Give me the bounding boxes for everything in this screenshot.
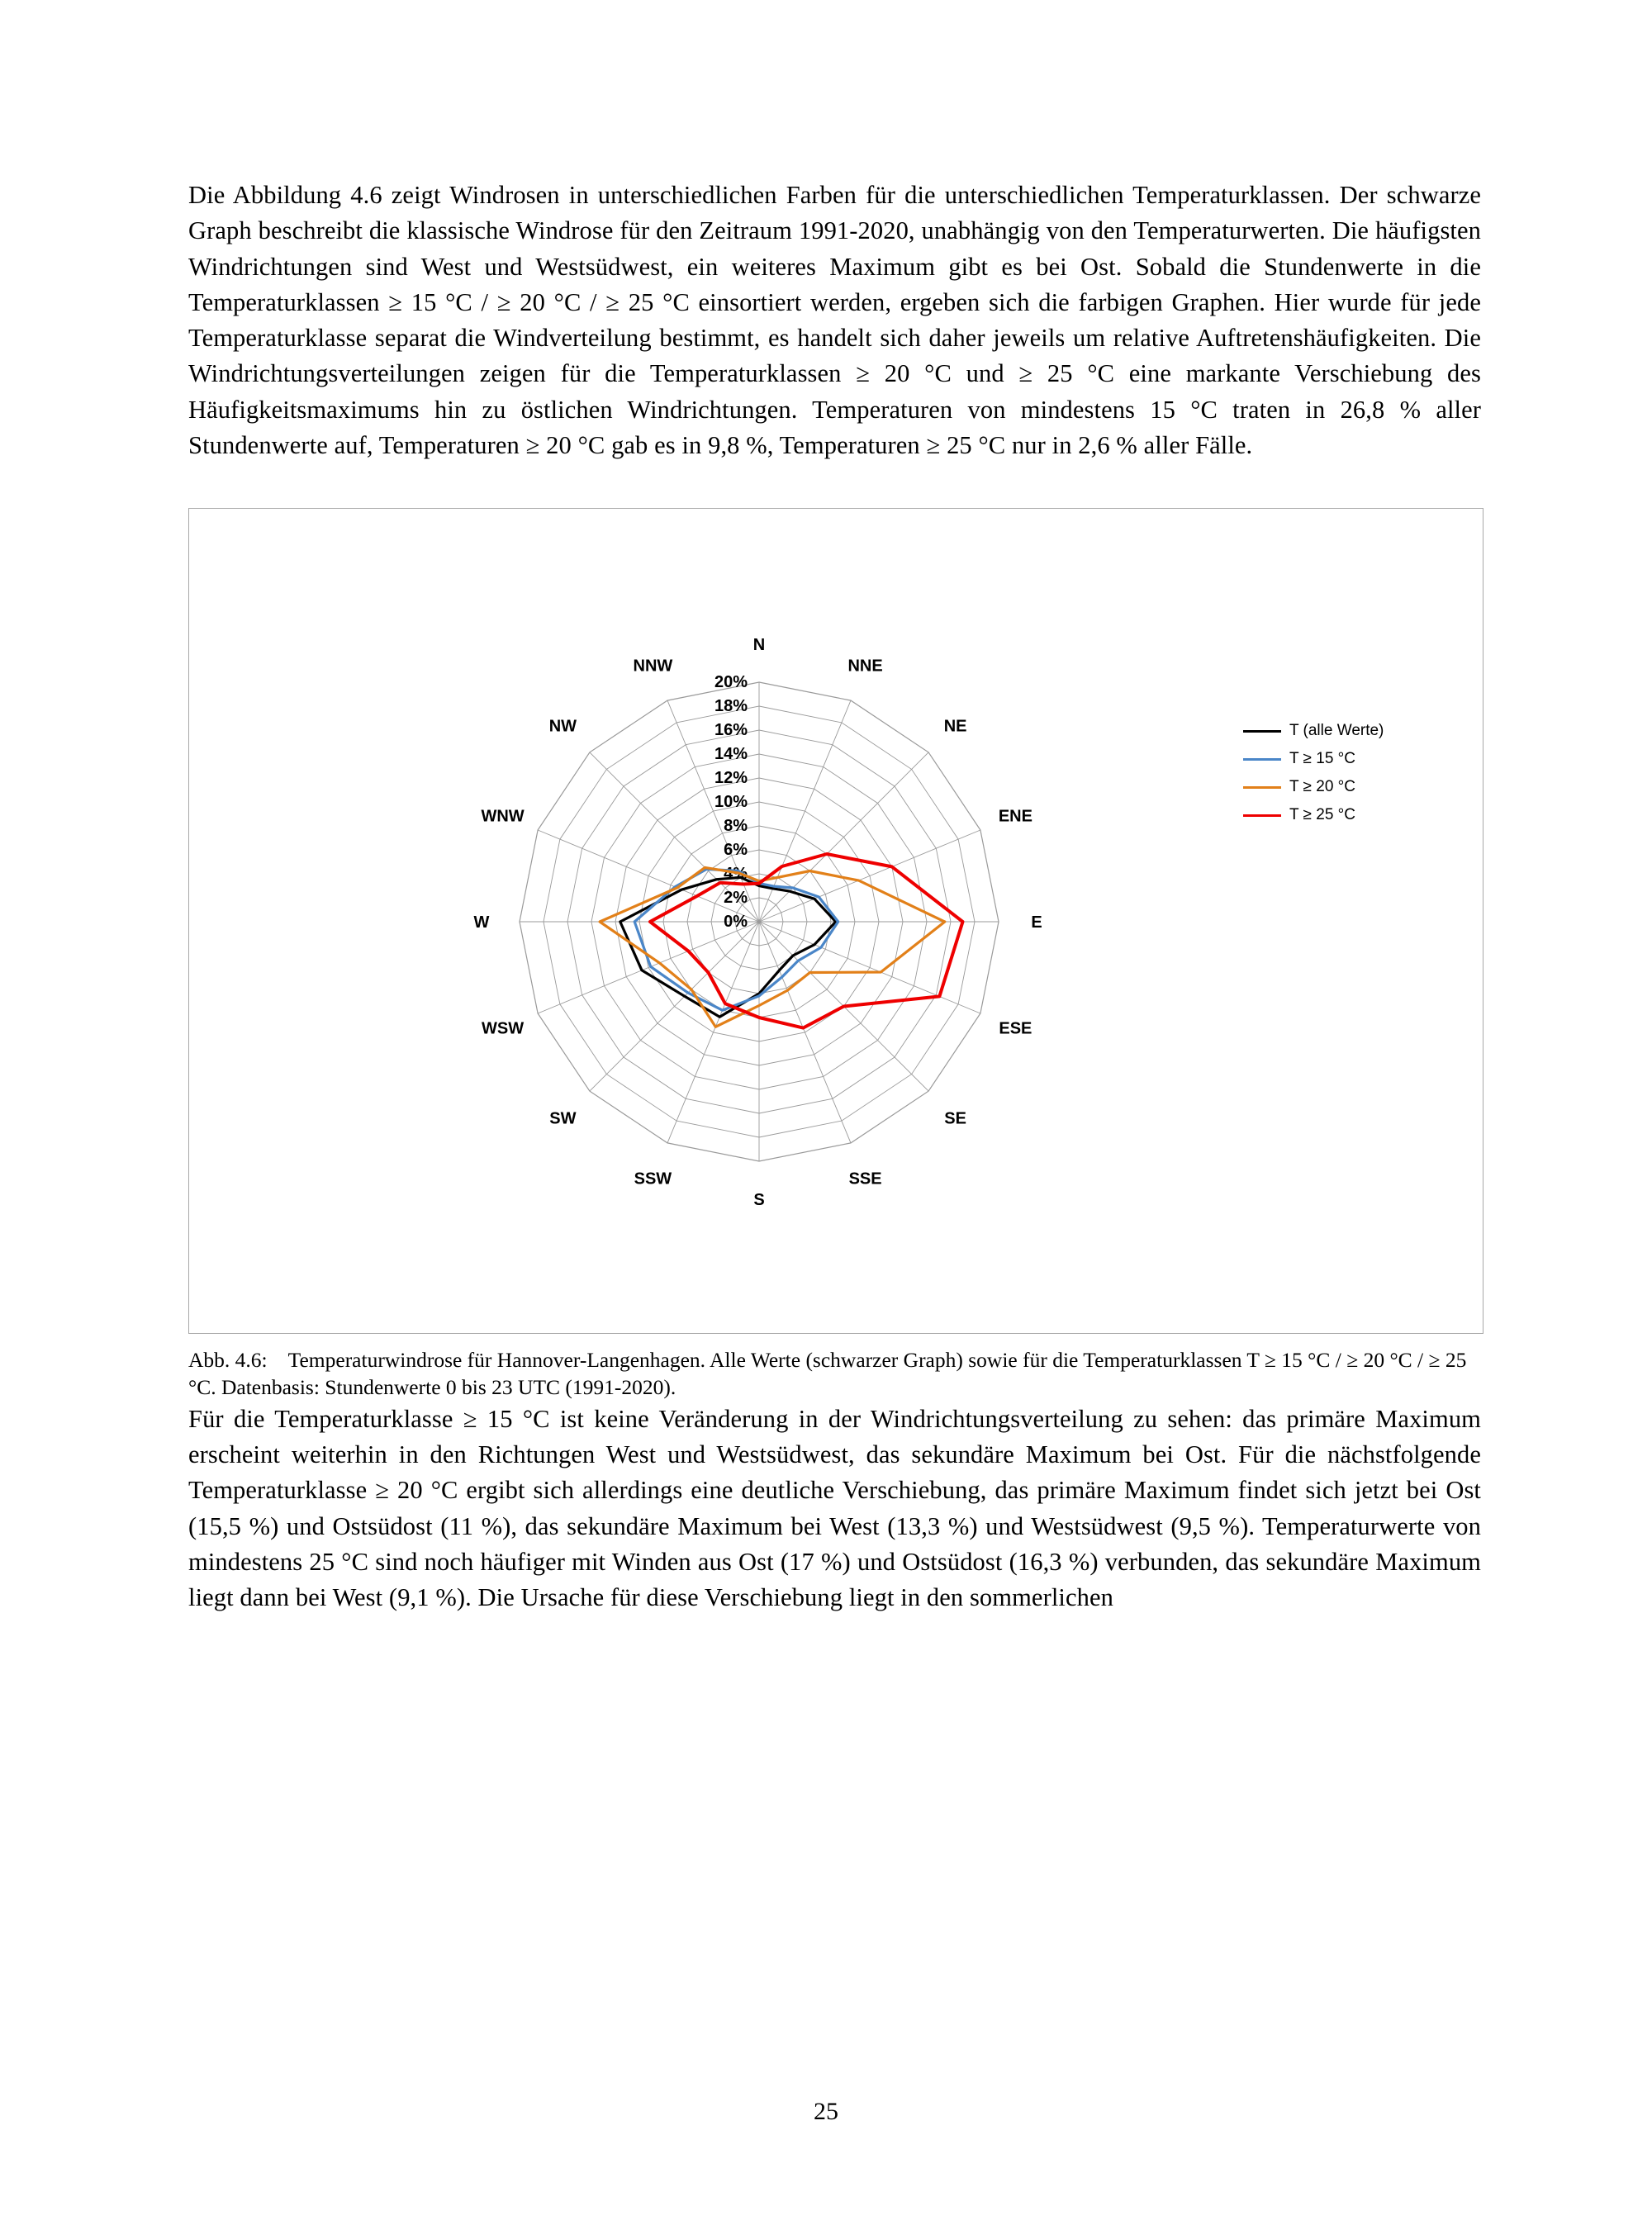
svg-text:ENE: ENE (998, 807, 1032, 826)
svg-text:NNE: NNE (847, 657, 883, 676)
svg-text:16%: 16% (714, 721, 748, 740)
svg-text:NW: NW (548, 717, 577, 736)
legend-label-all: T (alle Werte) (1289, 722, 1384, 740)
legend-swatch-25 (1243, 814, 1281, 817)
legend-label-20: T ≥ 20 °C (1289, 778, 1355, 796)
legend-item (1243, 801, 1433, 829)
legend-swatch-20 (1243, 786, 1281, 789)
svg-text:WSW: WSW (482, 1019, 525, 1038)
legend-label-15: T ≥ 15 °C (1289, 750, 1355, 768)
caption-text: Temperaturwindrose für Hannover-Langenhagen. Alle Werte (schwarzer Graph) sowie für die Temperaturklassen T ≥ 15 °C / ≥ 20 °C / ≥ 25 °C. Datenbasis: Stundenwerte 0 bis 23 UTC (1991-2020). (188, 1348, 1467, 1399)
svg-text:2%: 2% (724, 889, 748, 908)
legend-item (1243, 773, 1433, 801)
figure-caption (188, 1347, 1481, 1401)
paragraph-discussion: Für die Temperaturklasse ≥ 15 °C ist keine Veränderung in der Windrichtungsverteilung zu sehen: das primäre Maximum erscheint weiterhin in den Richtungen West und Westsüdwest, das sekundäre Maximum bei Ost. Für die nächstfolgende Temperaturklasse ≥ 20 °C ergibt sich allerdings eine deutliche Verschiebung, das primäre Maximum findet sich jetzt bei Ost (15,5 %) und Ostsüdost (11 %), das sekundäre Maximum bei West (13,3 %) und Westsüdwest (9,5 %). Temperaturwerte von mindestens 25 °C sind noch häufiger mit Winden aus Ost (17 %) und Ostsüdost (16,3 %) verbunden, das sekundäre Maximum liegt dann bei West (9,1 %). Die Ursache für diese Verschiebung liegt in den sommerlichen (188, 1404, 1481, 1612)
svg-text:SW: SW (549, 1109, 577, 1128)
wind-rose-chart (189, 509, 1483, 1333)
figure-wind-rose (188, 508, 1483, 1334)
svg-text:18%: 18% (714, 697, 748, 716)
page-number: 25 (814, 2098, 838, 2125)
svg-text:6%: 6% (724, 841, 748, 860)
svg-text:NE: NE (943, 717, 967, 736)
svg-text:S: S (753, 1191, 765, 1210)
svg-text:0%: 0% (724, 913, 748, 932)
svg-text:14%: 14% (714, 745, 748, 764)
svg-text:10%: 10% (714, 793, 748, 812)
caption-number: Abb. 4.6: (188, 1348, 268, 1373)
legend-swatch-all (1243, 730, 1281, 733)
svg-text:SSW: SSW (634, 1169, 672, 1188)
svg-text:SSE: SSE (848, 1169, 882, 1188)
legend-swatch-15 (1243, 758, 1281, 761)
svg-text:WNW: WNW (481, 807, 525, 826)
svg-text:N: N (752, 636, 766, 655)
svg-text:4%: 4% (724, 865, 748, 884)
svg-text:SE: SE (944, 1109, 966, 1128)
svg-text:ESE: ESE (999, 1019, 1032, 1038)
svg-text:W: W (473, 913, 490, 932)
svg-text:E: E (1031, 913, 1042, 932)
legend-item (1243, 745, 1433, 773)
svg-text:8%: 8% (724, 817, 748, 836)
svg-text:12%: 12% (714, 769, 748, 788)
svg-text:NNW: NNW (633, 657, 673, 676)
chart-legend (1243, 717, 1433, 829)
legend-label-25: T ≥ 25 °C (1289, 806, 1355, 824)
svg-text:20%: 20% (714, 673, 748, 692)
legend-item (1243, 717, 1433, 745)
paragraph-intro: Die Abbildung 4.6 zeigt Windrosen in unterschiedlichen Farben für die unterschiedlichen Temperaturklassen. Der schwarze Graph beschreibt die klassische Windrose für den Zeitraum 1991-2020, unabhängig von den Temperaturwerten. Die häufigsten Windrichtungen sind West und Westsüdwest, ein weiteres Maximum gibt es bei Ost. Sobald die Stundenwerte in die Temperaturklassen ≥ 15 °C / ≥ 20 °C / ≥ 25 °C einsortiert werden, ergeben sich die farbigen Graphen. Hier wurde für jede Temperaturklasse separat die Windverteilung bestimmt, es handelt sich daher jeweils um relative Auftretenshäufigkeiten. Die Windrichtungsverteilungen zeigen für die Temperaturklassen ≥ 20 °C und ≥ 25 °C eine markante Verschiebung des Häufigkeitsmaximums hin zu östlichen Windrichtungen. Temperaturen von mindestens 15 °C traten in 26,8 % aller Stundenwerte auf, Temperaturen ≥ 20 °C gab es in 9,8 %, Temperaturen ≥ 25 °C nur in 2,6 % aller Fälle. (188, 181, 1481, 460)
page-content (188, 178, 1481, 1615)
